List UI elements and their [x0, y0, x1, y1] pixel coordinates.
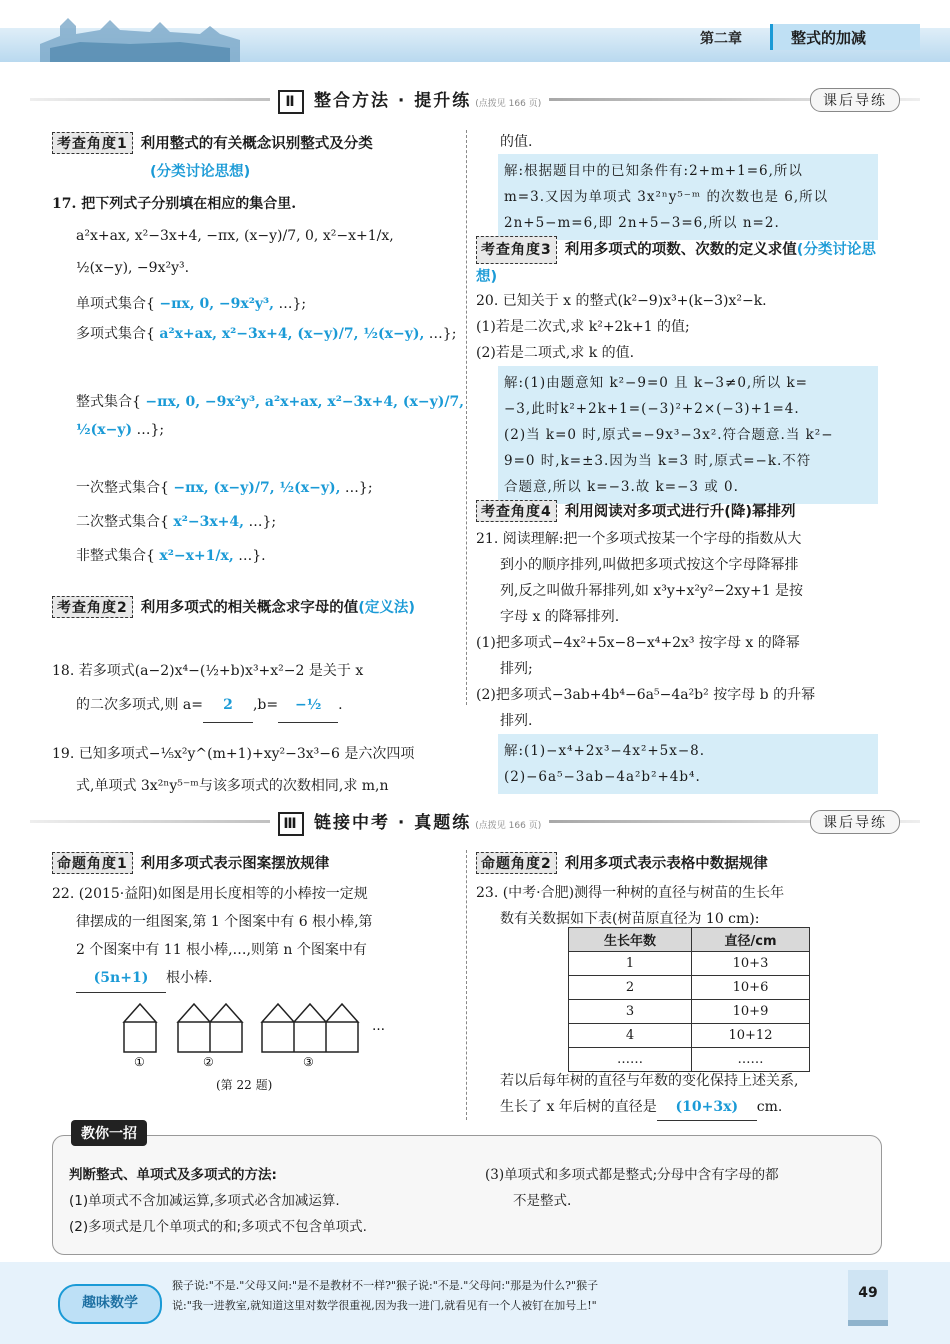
table-row: …… ……: [569, 1048, 810, 1072]
question-23: 23. (中考·合肥)测得一种树的直径与树苗的生长年 数有关数据如下表(树苗原直径为 10 cm):: [476, 885, 785, 927]
q17-exprs-2: ½(x−y), −9x²y³.: [76, 260, 190, 276]
castle-illustration: [40, 12, 240, 62]
set-non-integral-answer: x²−x+1/x,: [159, 548, 234, 564]
table-row: 4 10+12: [569, 1024, 810, 1048]
question-17: [52, 188, 462, 284]
tip-right: (3)单项式和多项式都是整式;分母中含有字母的都 不是整式.: [485, 1167, 779, 1209]
q18-answer-b: −½: [278, 688, 338, 723]
pattern-1: [124, 1004, 156, 1052]
fig-label-2: ②: [203, 1055, 214, 1069]
set-polynomial: 多项式集合{ a²x+ax, x²−3x+4, (x−y)/7, ½(x−y), …};: [76, 326, 457, 342]
question-19: 19. 已知多项式−⅕x²y^(m+1)+xy²−3x³−6 是六次四项 式,单项式 3x²ⁿy⁵⁻ᵐ与该多项式的次数相同,求 m,n: [52, 746, 415, 794]
growth-table: [568, 927, 810, 1072]
q20-solution: 解:(1)由题意知 k²−9=0 且 k−3≠0,所以 k= −3,此时k²+2k+1=(−3)²+2×(−3)+1=4. (2)当 k=0 时,原式=−9x³−3x².符合题意.当 k²− 9=0 时,k=±3.因为当 k=3 时,原式=−k.不符 合题意,所以 k=−3.故 k=−3 或 0.: [498, 366, 878, 504]
table-row: 3 10+9: [569, 1000, 810, 1024]
section-3-title: 链接中考 · 真题练: [314, 813, 472, 833]
q17-exprs-1: a²x+ax, x²−3x+4, −πx, (x−y)/7, 0, x²−x+1/x,: [76, 228, 394, 244]
set-monomial: 单项式集合{ −πx, 0, −9x²y³, …};: [76, 296, 307, 312]
chapter-title: 整式的加减: [770, 24, 920, 50]
q22-dots: …: [372, 1019, 385, 1034]
set-quadratic: 二次整式集合{ x²−3x+4, …};: [76, 514, 277, 530]
q19-continued: 的值.: [500, 134, 533, 150]
question-22: 22. (2015·益阳)如图是用长度相等的小棒按一定规 律摆成的一组图案,第 1 个图案中有 6 根小棒,第 2 个图案中有 11 根小棒,…,则第 n 个图案中有 (5n+1) 根小棒.: [52, 880, 462, 993]
q22-caption: (第 22 题): [216, 1078, 273, 1092]
set-linear-answer: −πx, (x−y)/7, ½(x−y),: [173, 480, 341, 496]
question-20: 20. 已知关于 x 的整式(k²−9)x³+(k−3)x²−k. (1)若是二次式,求 k²+2k+1 的值; (2)若是二项式,求 k 的值.: [476, 293, 767, 361]
pattern-3: [262, 1004, 358, 1052]
question-18: 18. 若多项式(a−2)x⁴−(½+b)x³+x²−2 是关于 x 的二次多项式,则 a= 2 ,b= −½ .: [52, 654, 462, 723]
section-2-title: 整合方法 · 提升练: [314, 91, 472, 111]
footer-story: 猴子说:"不是."父母又问:"是不是教材不一样?"猴子说:"不是."父母问:"那是为什么?"猴子 说:"我一进教室,就知道这里对数学很重视,因为我一进门,就看见有一个人被钉在加号上!": [172, 1279, 599, 1312]
fun-math-badge: 趣味数学: [58, 1284, 162, 1324]
angle-1-note: (分类讨论思想): [150, 164, 251, 180]
set-non-integral: 非整式集合{ x²−x+1/x, …}.: [76, 548, 266, 564]
set-polynomial-answer: a²x+ax, x²−3x+4, (x−y)/7, ½(x−y),: [159, 326, 425, 342]
angle-6-heading: 命题角度2 利用多项式表示表格中数据规律: [476, 852, 886, 874]
set-linear: 一次整式集合{ −πx, (x−y)/7, ½(x−y), …};: [76, 480, 373, 496]
angle-5-heading: 命题角度1 利用多项式表示图案摆放规律: [52, 852, 462, 874]
section-2-bar: [30, 84, 920, 114]
set-integral: 整式集合{ −πx, 0, −9x²y³, a²x+ax, x²−3x+4, (x−y)/7, ½(x−y) …};: [76, 394, 465, 438]
angle-4-heading: 考查角度4 利用阅读对多项式进行升(降)幂排列: [476, 500, 886, 522]
q18-answer-a: 2: [203, 688, 253, 723]
pattern-2: [178, 1004, 242, 1052]
table-row: 1 10+3: [569, 952, 810, 976]
q17-stem: 17. 把下列式子分别填在相应的集合里.: [52, 196, 297, 212]
chapter-number: 第二章: [700, 31, 742, 47]
q17-sets: [76, 290, 466, 576]
page-header: [0, 0, 950, 70]
column-divider-bottom: [466, 850, 467, 1120]
angle-3-heading: 考查角度3 利用多项式的项数、次数的定义求值(分类讨论思想): [476, 236, 886, 290]
angle-1-label: 考查角度1: [52, 132, 133, 154]
angle-1-text: 利用整式的有关概念识别整式及分类: [140, 136, 373, 152]
section-2-number: Ⅱ: [278, 90, 304, 114]
tip-box: [52, 1126, 882, 1255]
fig-label-1: ①: [134, 1055, 145, 1069]
angle-2-heading: 考查角度2 利用多项式的相关概念求字母的值(定义法): [52, 596, 462, 618]
section-3-number: Ⅲ: [278, 812, 304, 836]
table-header-row: 生长年数 直径/cm: [569, 928, 810, 952]
table-row: 2 10+6: [569, 976, 810, 1000]
tip-left: 判断整式、单项式及多项式的方法: (1)单项式不含加减运算,多项式必含加减运算. (2)多项式是几个单项式的和;多项式不包含单项式.: [69, 1167, 367, 1235]
q19-solution: 解:根据题目中的已知条件有:2+m+1=6,所以 m=3.又因为单项式 3x²ⁿy⁵⁻ᵐ 的次数也是 6,所以 2n+5−m=6,即 2n+5−3=6,所以 n=2.: [498, 154, 878, 240]
q22-figure: [110, 1000, 410, 1070]
set-quadratic-answer: x²−3x+4,: [173, 514, 245, 530]
section-3-bar: [30, 806, 920, 836]
tip-label: 教你一招: [71, 1120, 147, 1146]
q23-answer: (10+3x): [657, 1094, 757, 1121]
q21-solution: 解:(1)−x⁴+2x³−4x²+5x−8. (2)−6a⁵−3ab−4a²b²+4b⁴.: [498, 734, 878, 794]
section-3-hint: (点拨见 166 页): [475, 821, 542, 831]
section-3-tag: 课后导练: [810, 810, 900, 834]
page-number: 49: [848, 1270, 888, 1326]
section-2-hint: (点拨见 166 页): [475, 99, 542, 109]
q23-after: 若以后每年树的直径与年数的变化保持上述关系, 生长了 x 年后树的直径是 (10+3x) cm.: [500, 1068, 890, 1121]
column-divider-top: [466, 130, 467, 705]
set-integral-answer: −πx, 0, −9x²y³, a²x+ax, x²−3x+4, (x−y)/7, ½(x−y): [76, 394, 465, 438]
section-2-tag: 课后导练: [810, 88, 900, 112]
angle-1-heading: [52, 132, 462, 154]
q22-answer: (5n+1): [76, 964, 166, 993]
set-monomial-answer: −πx, 0, −9x²y³,: [159, 296, 275, 312]
fig-label-3: ③: [303, 1055, 314, 1069]
question-21: 21. 阅读理解:把一个多项式按某一个字母的指数从大 到小的顺序排列,叫做把多项式按这个字母降幂排 列,反之叫做升幂排列,如 x³y+x²y²−2xy+1 是按 字母 x 的降幂排列. (1)把多项式−4x²+5x−8−x⁴+2x³ 按字母 x 的降幂 排列; (2)把多项式−3ab+4b⁴−6a⁵−4a²b² 按字母 b 的升幂 排列.: [476, 531, 816, 729]
